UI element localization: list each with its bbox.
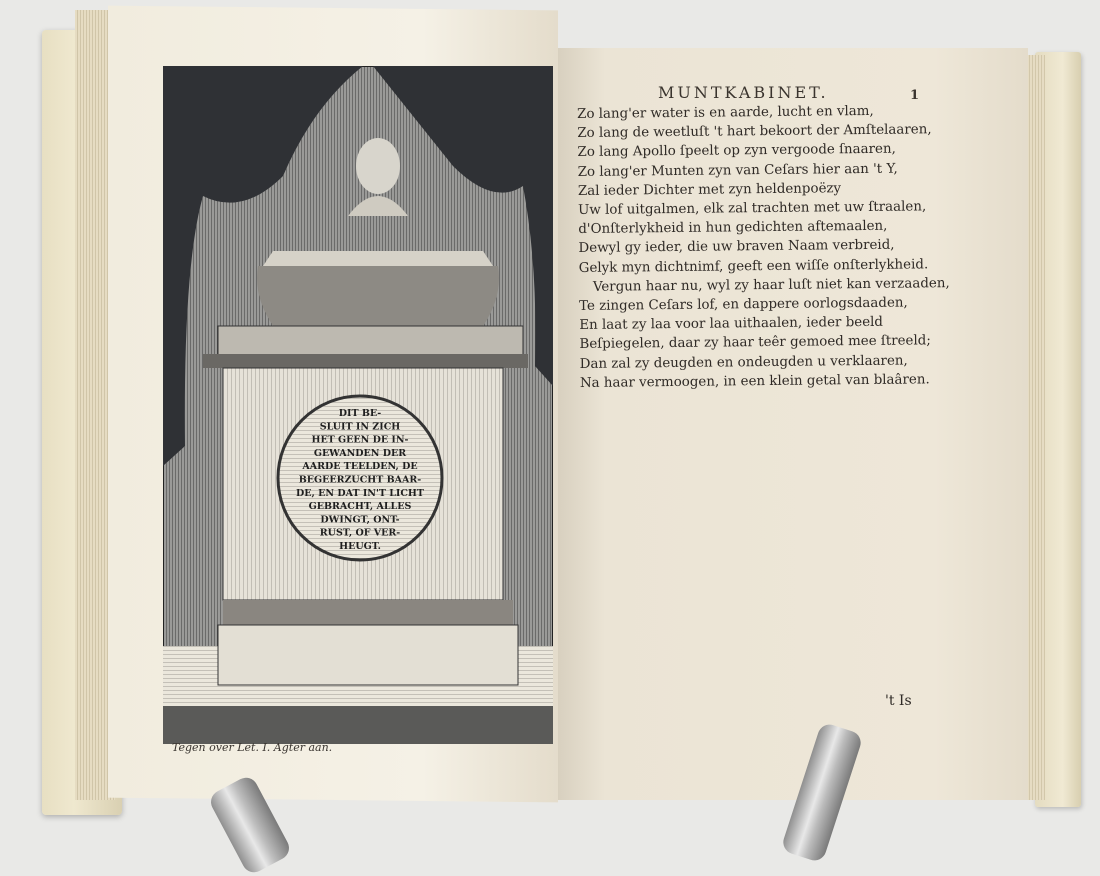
poem-line: Zo lang'er Munten zyn van Ceſars hier aan 't Y,: [577, 161, 898, 180]
engraving-plate: [163, 66, 553, 744]
inscription-line: HET GEEN DE IN-: [311, 434, 409, 446]
poem-line: Uw lof uitgalmen, elk zal trachten met uw ſtraalen,: [578, 199, 927, 219]
inscription-line: AARDE TEELDEN, DE: [302, 461, 418, 473]
poem-line: Zo lang'er water is en aarde, lucht en vlam,: [577, 103, 874, 122]
inscription-line: RUST, OF VER-: [319, 527, 401, 539]
inscription-line: BEGEERZUCHT BAAR-: [298, 474, 422, 486]
poem-line: Dan zal zy deugden en ondeugden u verklaaren,: [579, 353, 908, 372]
inscription-line: DWINGT, ONT-: [320, 514, 400, 526]
poem-line: Zo lang Apollo ſpeelt op zyn vergoode ſnaaren,: [577, 142, 896, 161]
poem-line: d'Onſterlykheid in hun gedichten aftemaalen,: [578, 218, 888, 238]
bust: [356, 138, 400, 194]
poem-line: Gelyk myn dichtnimf, geeft een wiſſe onſterlykheid.: [578, 256, 929, 276]
inscription-line: DIT BE-: [338, 408, 382, 419]
poem-line: Vergun haar nu, wyl zy haar luſt niet kan verzaaden,: [592, 275, 950, 295]
catchword: 't Is: [885, 693, 912, 709]
poem-line: Dewyl gy ieder, die uw braven Naam verbreid,: [578, 238, 895, 257]
inscription-line: SLUIT IN ZICH: [319, 421, 401, 433]
running-head: MUNTKABINET.: [658, 83, 829, 102]
inscription-line: GEWANDEN DER: [313, 447, 407, 459]
inscription-line: HEUGT.: [339, 541, 381, 552]
poem-line: Te zingen Ceſars lof, en dappere oorlogsdaaden,: [579, 295, 908, 315]
plate-caption: Tegen over Let. I. Agter aan.: [172, 741, 333, 754]
acanthus-lid: [257, 266, 499, 326]
poem-line: Zo lang de weetluſt 't hart bekoort der Amſtelaaren,: [577, 122, 932, 142]
page-number: 1: [910, 88, 920, 103]
inscription-line: DE, EN DAT IN'T LICHT: [296, 487, 424, 499]
poem-line: En laat zy laa voor laa uithaalen, ieder beeld: [579, 315, 884, 334]
inscription-line: GEBRACHT, ALLES: [308, 501, 412, 513]
poem-line: Zal ieder Dichter met zyn heldenpoëzy: [577, 181, 842, 199]
poem-line: Na haar vermoogen, in een klein getal van blaâren.: [579, 372, 930, 391]
poem-text: [577, 101, 951, 393]
poem-line: Beſpiegelen, daar zy haar teêr gemoed mee ſtreeld;: [579, 333, 931, 353]
